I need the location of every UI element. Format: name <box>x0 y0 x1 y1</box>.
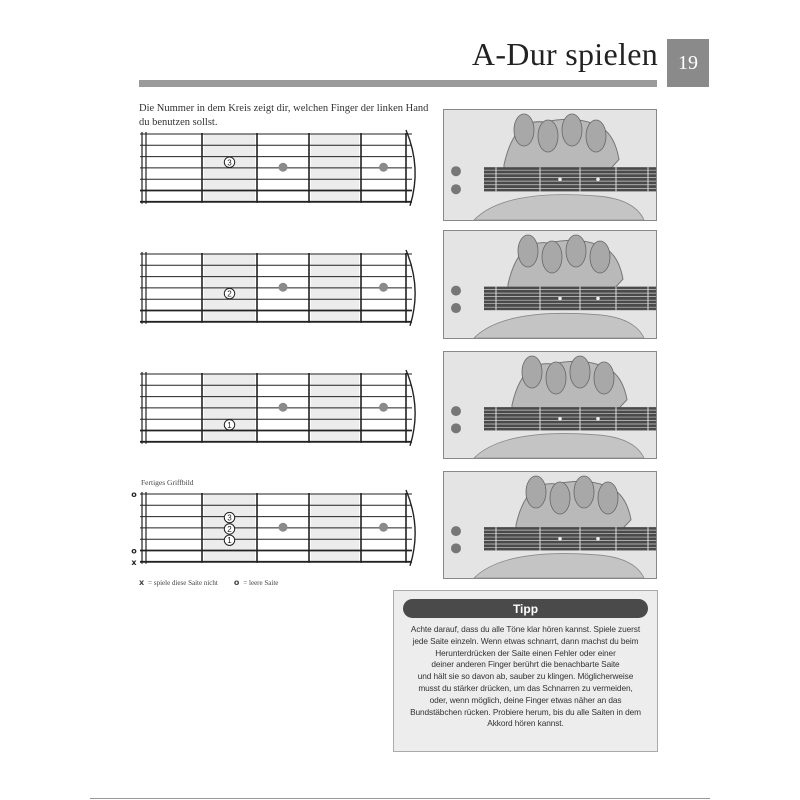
finger-shape <box>538 120 558 152</box>
finger-shape <box>566 235 586 267</box>
finger-shape <box>518 235 538 267</box>
hand-on-fretboard-photo <box>444 352 656 458</box>
fretboard-diagram <box>130 248 430 328</box>
bottom-rule <box>90 798 710 799</box>
finger-circle <box>224 535 234 545</box>
finger-number: 1 <box>227 536 232 546</box>
mute-string-marker: x <box>131 557 137 567</box>
open-string-marker: o <box>131 490 137 499</box>
finger-shape <box>598 482 618 514</box>
tuning-peg <box>451 166 461 176</box>
page-title: A-Dur spielen <box>471 36 658 72</box>
tip-line: und hält sie so davon ab, sauber zu klingen. Möglicherweise <box>417 671 634 682</box>
fretboard-diagram <box>130 368 430 448</box>
open-legend-text: = leere Saite <box>243 578 279 587</box>
inlay-dot <box>558 417 562 421</box>
finger-circle <box>224 288 234 298</box>
open-symbol: o <box>233 578 240 587</box>
finger-shape <box>594 362 614 394</box>
tip-line: jede Saite einzeln. Wenn etwas schnarrt, dann machst du beim <box>412 635 639 646</box>
tip-line: Akkord hören kannst. <box>487 718 564 729</box>
fretboard-diagram <box>130 128 430 208</box>
open-string-marker: o <box>131 546 137 556</box>
chord-diagram-step-3 <box>130 368 430 448</box>
fretboard-diagram <box>130 488 430 568</box>
finger-number: 3 <box>227 513 232 523</box>
mute-legend-text: = spiele diese Saite nicht <box>148 578 218 587</box>
finger-shape <box>514 114 534 146</box>
fret-marker-dot <box>379 523 388 532</box>
chord-diagram-step-1 <box>130 128 430 208</box>
fret-marker-dot <box>279 403 288 412</box>
intro-text: Die Nummer in dem Kreis zeigt dir, welchen Finger der linken Hand du benutzen sollst. <box>139 103 429 128</box>
finger-shape <box>570 356 590 388</box>
fret-marker-dot <box>279 283 288 292</box>
tip-line: Bundstäbchen rücken. Probiere herum, bis du alle Saiten in dem <box>410 706 641 717</box>
tip-line: musst du stärker drücken, um das Schnarren zu vermeiden, <box>418 682 633 693</box>
hand-photo-step-4 <box>443 471 657 579</box>
guitar-neck <box>484 527 656 550</box>
finger-shape <box>526 476 546 508</box>
tuning-peg <box>451 286 461 296</box>
finger-shape <box>586 120 606 152</box>
inlay-dot <box>596 297 600 301</box>
chord-diagram-final <box>130 488 430 568</box>
finger-shape <box>562 114 582 146</box>
guitar-neck <box>484 407 656 430</box>
fret-marker-dot <box>279 523 288 532</box>
tip-line: Achte darauf, dass du alle Töne klar hören kannst. Spiele zuerst <box>410 624 641 634</box>
hand-on-fretboard-photo <box>444 110 656 220</box>
finger-circle <box>224 420 234 430</box>
hand-photo-step-2 <box>443 230 657 339</box>
tuning-peg <box>451 423 461 433</box>
tip-text <box>402 624 649 730</box>
fret-marker-dot <box>279 163 288 172</box>
finger-circle <box>224 512 234 522</box>
tuning-peg <box>451 406 461 416</box>
inlay-dot <box>558 297 562 301</box>
inlay-dot <box>596 178 600 182</box>
finger-circle <box>224 524 234 534</box>
guitar-neck <box>484 167 656 191</box>
inlay-dot <box>558 537 562 541</box>
inlay-dot <box>596 417 600 421</box>
inlay-dot <box>596 537 600 541</box>
tip-line: oder, wenn möglich, deine Finger etwas näher an das <box>429 694 622 705</box>
tip-box <box>393 590 658 752</box>
chord-diagram-step-2 <box>130 248 430 328</box>
finger-number: 3 <box>227 158 232 168</box>
finger-number: 2 <box>227 524 232 534</box>
guitar-neck <box>484 287 656 311</box>
finger-circle <box>224 157 234 167</box>
tuning-peg <box>451 543 461 553</box>
hand-photo-step-3 <box>443 351 657 459</box>
fret-marker-dot <box>379 163 388 172</box>
finger-shape <box>546 362 566 394</box>
finger-shape <box>574 476 594 508</box>
finger-number: 1 <box>227 420 232 430</box>
tip-line: deiner anderen Finger berührt die benachbarte Saite <box>431 659 620 670</box>
tip-line: Herunterdrücken der Saite einen Fehler oder einer <box>435 647 616 658</box>
fret-marker-dot <box>379 283 388 292</box>
inlay-dot <box>558 178 562 182</box>
finger-shape <box>590 241 610 273</box>
hand-on-fretboard-photo <box>444 472 656 578</box>
finger-shape <box>542 241 562 273</box>
title-rule <box>139 80 657 87</box>
tip-title: Tipp <box>403 599 648 618</box>
hand-photo-step-1 <box>443 109 657 221</box>
hand-on-fretboard-photo <box>444 231 656 338</box>
mute-symbol: x <box>139 578 145 587</box>
final-chord-label: Fertiges Griffbild <box>141 478 194 487</box>
finger-number: 2 <box>227 289 232 299</box>
fret-marker-dot <box>379 403 388 412</box>
finger-shape <box>522 356 542 388</box>
finger-shape <box>550 482 570 514</box>
tuning-peg <box>451 303 461 313</box>
tuning-peg <box>451 526 461 536</box>
tuning-peg <box>451 184 461 194</box>
page-number: 19 <box>667 39 709 87</box>
legend <box>139 578 278 587</box>
